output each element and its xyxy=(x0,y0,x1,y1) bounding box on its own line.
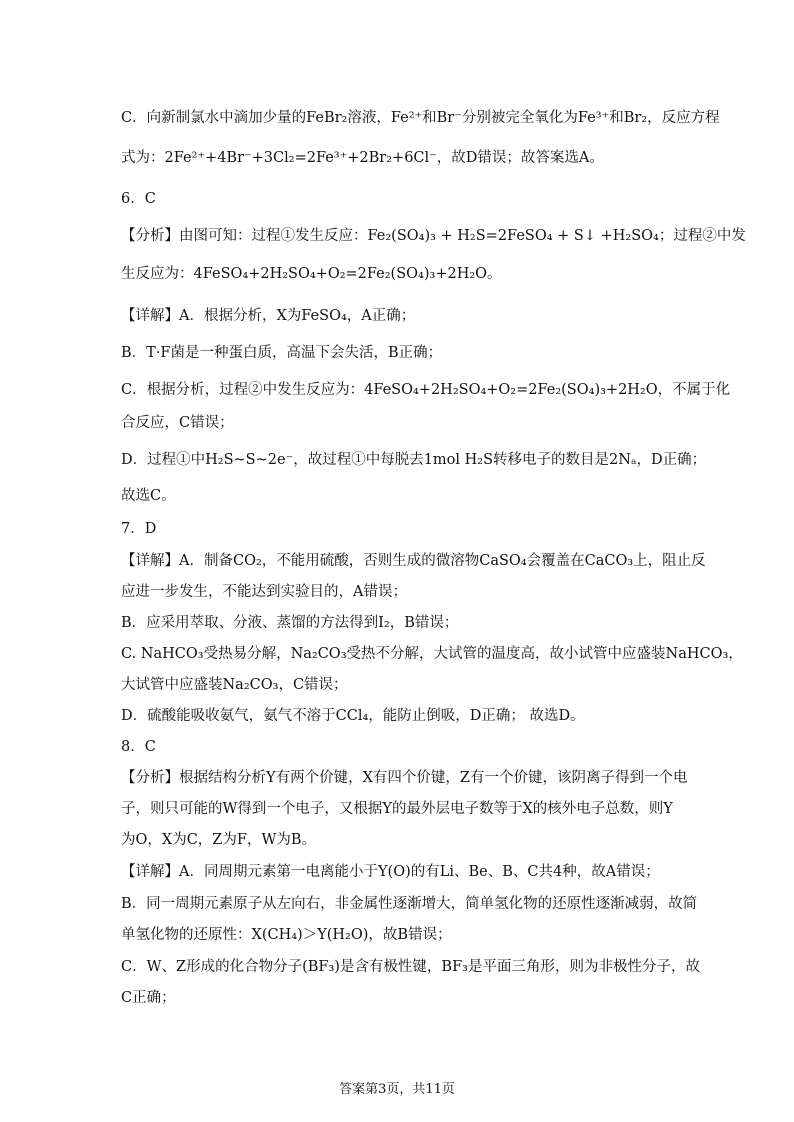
text-line: B．应采用萃取、分液、蒸馏的方法得到I₂，B错误； xyxy=(121,615,459,631)
text-line: 故选C。 xyxy=(121,488,176,504)
text-line: 单氢化物的还原性：X(CH₄)＞Y(H₂O)，故B错误； xyxy=(121,927,452,943)
text-line: 【分析】由图可知：过程①发生反应：Fe₂(SO₄)₃ + H₂S=2FeSO₄ + S↓ +H₂SO₄；过程②中发 xyxy=(121,228,746,244)
text-line: C. NaHCO₃受热易分解，Na₂CO₃受热不分解，大试管的温度高，故小试管中应盛装NaHCO₃， xyxy=(121,646,743,662)
text-line: C．向新制氯水中滴加少量的FeBr₂溶液，Fe²⁺和Br⁻分别被完全氧化为Fe³⁺和Br₂，反应方程 xyxy=(121,110,720,126)
text-line: 合反应，C错误； xyxy=(121,415,234,431)
question-number: 6．C xyxy=(121,191,156,207)
text-line: D．过程①中H₂S~S~2e⁻，故过程①中每脱去1mol H₂S转移电子的数目是2Nₐ，D正确； xyxy=(121,452,707,468)
question-number: 8．C xyxy=(121,739,156,755)
text-line: B．T·F菌是一种蛋白质，高温下会失活，B正确； xyxy=(121,345,443,361)
text-line: 【详解】A．同周期元素第一电离能小于Y(O)的有Li、Be、B、C共4种，故A错误； xyxy=(121,864,660,880)
text-line: 子，则只可能的W得到一个电子，又根据Y的最外层电子数等于X的核外电子总数，则Y xyxy=(121,801,673,817)
text-line: 【详解】A．根据分析，X为FeSO₄，A正确； xyxy=(121,308,416,324)
text-line: 大试管中应盛装Na₂CO₃，C错误； xyxy=(121,677,348,693)
text-line: C．W、Z形成的化合物分子(BF₃)是含有极性键，BF₃是平面三角形，则为非极性分子，故 xyxy=(121,959,700,975)
text-line: 为O，X为C，Z为F，W为B。 xyxy=(121,832,316,848)
text-line: D．硫酸能吸收氨气，氨气不溶于CCl₄，能防止倒吸，D正确； 故选D。 xyxy=(121,708,585,724)
text-line: C正确； xyxy=(121,990,176,1006)
text-line: 式为：2Fe²⁺+4Br⁻+3Cl₂=2Fe³⁺+2Br₂+6Cl⁻，故D错误；故答案选A。 xyxy=(121,150,604,166)
question-number: 7．D xyxy=(121,521,157,537)
text-line: 【详解】A．制备CO₂，不能用硫酸，否则生成的微溶物CaSO₄会覆盖在CaCO₃上，阻止反 xyxy=(121,553,706,569)
text-line: 生反应为：4FeSO₄+2H₂SO₄+O₂=2Fe₂(SO₄)₃+2H₂O。 xyxy=(121,266,502,282)
text-line: 【分析】根据结构分析Y有两个价键，X有四个价键，Z有一个价键，该阴离子得到一个电 xyxy=(121,770,688,786)
text-line: B．同一周期元素原子从左向右，非金属性逐渐增大，简单氢化物的还原性逐渐减弱，故简 xyxy=(121,896,698,912)
text-line: 应进一步发生，不能达到实验目的，A错误； xyxy=(121,584,407,600)
page-footer: 答案第3页，共11页 xyxy=(339,1082,455,1097)
text-line: C．根据分析，过程②中发生反应为：4FeSO₄+2H₂SO₄+O₂=2Fe₂(SO₄)₃+2H₂O，不属于化 xyxy=(121,382,731,398)
